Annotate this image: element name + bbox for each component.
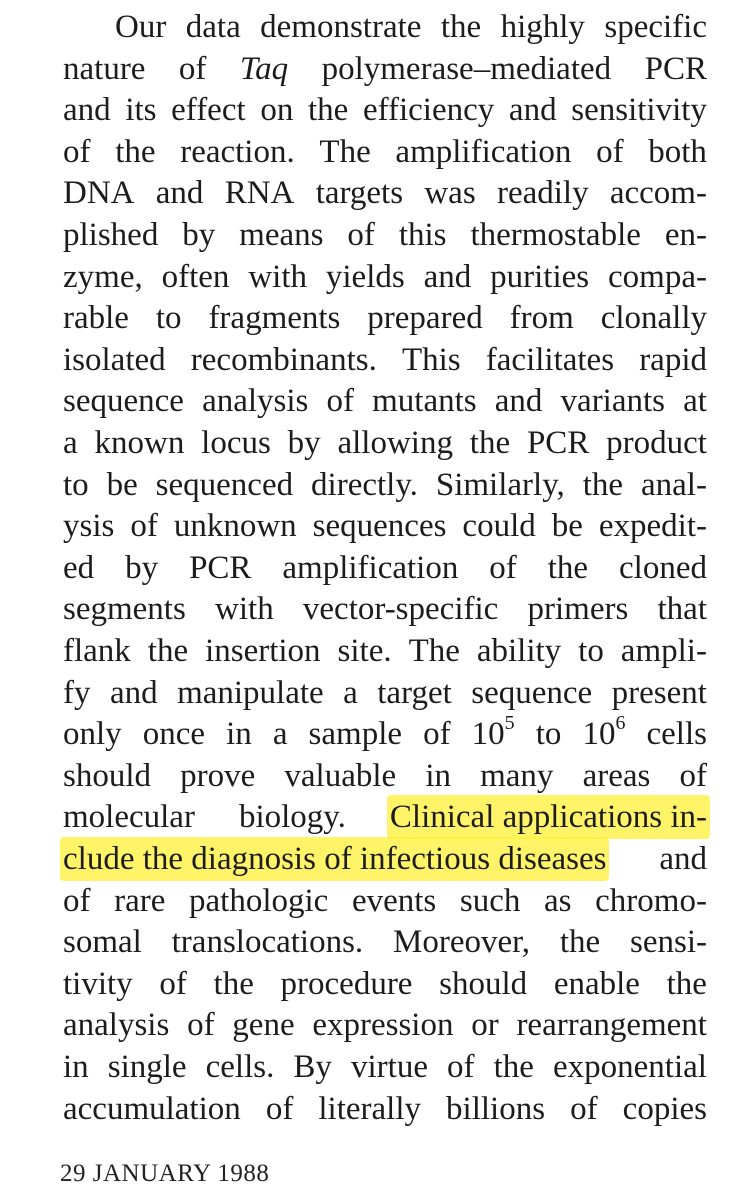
exponent: 5	[504, 712, 515, 735]
text-line	[63, 338, 707, 382]
word: the	[147, 633, 189, 669]
text-line	[63, 463, 707, 507]
word: to	[63, 466, 89, 503]
word: literally	[318, 1090, 421, 1127]
word: the	[582, 466, 624, 503]
word: demonstrate	[260, 9, 422, 45]
text-line	[63, 255, 707, 299]
text-line	[63, 296, 707, 340]
word: PCR	[526, 425, 590, 461]
word: molecular	[63, 799, 195, 836]
word: of	[596, 133, 624, 170]
text-line	[63, 1003, 707, 1047]
word: the	[493, 1049, 534, 1085]
text-line	[63, 5, 707, 49]
word: means	[239, 217, 324, 253]
word: on	[260, 92, 294, 129]
word: of	[679, 757, 707, 794]
word: at	[683, 383, 707, 420]
word: pathologic	[189, 882, 329, 919]
word: areas	[582, 757, 651, 794]
word: mutants	[372, 383, 477, 420]
word: the	[440, 9, 482, 45]
word: somal	[63, 924, 142, 961]
word: segments	[63, 591, 186, 628]
word: a	[63, 425, 78, 461]
word: ed	[63, 549, 95, 586]
word: accumulation	[63, 1090, 241, 1127]
word: a	[272, 716, 288, 753]
text-line	[63, 504, 707, 548]
text-line	[63, 795, 707, 839]
word: could	[462, 508, 536, 545]
word: insertion	[205, 633, 321, 669]
word: and	[63, 92, 111, 129]
text-line	[63, 1045, 707, 1089]
word: isolated	[63, 341, 166, 378]
word: data	[185, 9, 241, 45]
word: to	[578, 633, 604, 669]
word: yields	[325, 258, 405, 295]
word: present	[611, 674, 707, 711]
word: rable	[63, 300, 129, 337]
word: only	[63, 716, 122, 753]
text-line	[63, 671, 707, 715]
word: RNA	[224, 175, 295, 212]
word: this	[398, 217, 447, 253]
word: locus	[201, 425, 271, 461]
word: site.	[337, 633, 392, 669]
word: the	[469, 425, 511, 461]
word: the	[666, 965, 707, 1002]
text-line	[63, 421, 707, 465]
word: should	[63, 757, 152, 794]
word: gene	[232, 1007, 295, 1044]
word: of	[447, 1049, 475, 1085]
word: be	[106, 466, 138, 503]
text-line	[63, 712, 707, 756]
word: DNA	[63, 175, 135, 212]
word: sequence	[63, 383, 184, 420]
word: of	[265, 1090, 294, 1127]
word: and	[155, 175, 204, 212]
word: sequences	[312, 508, 447, 545]
word: prove	[180, 757, 256, 794]
word: and	[494, 383, 543, 420]
word: tivity	[63, 965, 133, 1002]
word: rapid	[639, 341, 707, 378]
text-line	[63, 379, 707, 423]
word: by	[287, 425, 321, 461]
text-line	[63, 47, 707, 91]
word: with	[215, 591, 274, 628]
word: efficiency	[362, 92, 495, 129]
word: Moreover,	[393, 924, 531, 961]
word: biology.	[238, 799, 346, 836]
text-line	[63, 88, 707, 132]
word: ability	[476, 633, 562, 669]
word: events	[351, 882, 437, 919]
word: cells.	[205, 1049, 275, 1085]
word: such	[459, 882, 521, 919]
word: product	[606, 425, 707, 461]
word: amplification	[395, 133, 572, 170]
word: in	[226, 716, 252, 753]
highlighted-phrase: clude the diagnosis of infectious diseases	[60, 837, 609, 881]
word: single	[107, 1049, 187, 1085]
word: the	[213, 965, 254, 1002]
text-line	[63, 837, 707, 881]
word: and	[659, 841, 707, 877]
word: By	[293, 1049, 332, 1085]
word: sequence	[471, 674, 593, 711]
word: its	[125, 92, 157, 129]
word: plished	[63, 217, 159, 253]
word: and	[109, 674, 158, 711]
word: The	[319, 133, 371, 170]
word: expression	[312, 1007, 454, 1044]
word: or	[471, 1007, 499, 1044]
word: Similarly,	[435, 466, 565, 503]
word: specific	[604, 9, 707, 45]
word: known	[94, 425, 185, 461]
word: of	[423, 716, 451, 753]
text-line	[63, 920, 707, 964]
word: $10^5$	[471, 712, 515, 753]
word: prepared	[367, 300, 483, 337]
word: procedure	[280, 965, 413, 1002]
word: clonally	[600, 300, 707, 337]
word: Our	[115, 9, 167, 45]
text-line	[63, 171, 707, 215]
word: a	[343, 674, 358, 711]
text-line	[63, 879, 707, 923]
word: sample	[308, 716, 403, 753]
word: $10^6$	[582, 712, 626, 753]
page-footer-date: 29 JANUARY 1988	[60, 1160, 270, 1187]
word: flank	[63, 633, 131, 669]
word: analysis	[202, 383, 309, 420]
word: ampli-	[620, 633, 707, 669]
text-line	[63, 962, 707, 1006]
word: variants	[560, 383, 666, 420]
word: in	[425, 757, 451, 794]
word: zyme,	[63, 258, 143, 295]
word: cloned	[619, 549, 707, 586]
word: recombinants.	[190, 341, 377, 378]
word: the	[559, 924, 601, 961]
word: sequenced	[155, 466, 294, 503]
word: nature	[63, 50, 146, 87]
text-line	[63, 754, 707, 798]
word: sensitivity	[571, 92, 707, 129]
word: billions	[446, 1090, 546, 1127]
word: and	[423, 258, 472, 295]
word: amplification	[282, 549, 459, 586]
word: was	[424, 175, 476, 212]
word: target	[377, 674, 452, 711]
word: expedit-	[598, 508, 707, 545]
word: purities	[490, 258, 590, 295]
word: be	[551, 508, 583, 545]
word: with	[248, 258, 307, 295]
word: of	[570, 1090, 598, 1127]
word: compa-	[608, 258, 707, 295]
word: highly	[500, 9, 585, 45]
word: of	[326, 383, 355, 420]
word: copies	[622, 1090, 707, 1127]
word: fragments	[208, 300, 341, 337]
text-line	[63, 546, 707, 590]
word: directly.	[311, 466, 418, 503]
word: unknown	[173, 508, 297, 545]
word: rare	[114, 882, 166, 919]
word: accom-	[609, 175, 707, 212]
word: Taq	[239, 50, 289, 87]
word: This	[401, 341, 461, 378]
word: many	[480, 757, 554, 794]
word: from	[509, 300, 574, 337]
word: of	[159, 965, 187, 1002]
word: of	[130, 508, 158, 545]
exponent: 6	[615, 712, 626, 735]
word: in	[63, 1049, 89, 1085]
text-line	[63, 213, 707, 257]
word: ysis	[63, 508, 115, 545]
word: readily	[496, 175, 589, 212]
word: of	[178, 50, 207, 87]
word: as	[544, 882, 572, 919]
word: enable	[553, 965, 640, 1002]
word: primers	[527, 591, 629, 628]
highlighted-phrase: Clinical applications in-	[387, 795, 710, 839]
word: en-	[664, 217, 707, 253]
word: that	[657, 591, 707, 628]
word: often	[161, 258, 230, 295]
word: manipulate	[177, 674, 324, 711]
text-line	[63, 587, 707, 631]
text-line	[63, 629, 707, 673]
word: PCR	[189, 549, 252, 586]
word: reaction.	[180, 133, 295, 170]
word: fy	[63, 674, 91, 711]
text-line	[63, 1087, 707, 1131]
word: to	[535, 716, 562, 753]
word: both	[648, 133, 707, 170]
word: thermostable	[470, 217, 641, 253]
word: translocations.	[171, 924, 364, 961]
word: virtue	[351, 1049, 428, 1085]
word: valuable	[284, 757, 397, 794]
word: by	[125, 549, 159, 586]
word: the	[307, 92, 349, 129]
word: the	[115, 133, 156, 170]
word: of	[187, 1007, 215, 1044]
word: facilitates	[485, 341, 615, 378]
word: once	[142, 716, 206, 753]
word: the	[547, 549, 589, 586]
word: allowing	[337, 425, 453, 461]
word: should	[439, 965, 528, 1002]
word: polymerase–mediated	[321, 50, 612, 87]
word: PCR	[644, 50, 707, 87]
word: exponential	[553, 1049, 707, 1085]
word: of	[347, 217, 375, 253]
word: of	[489, 549, 517, 586]
word: to	[155, 300, 182, 337]
word: of	[63, 133, 91, 170]
word: vector-specific	[302, 591, 499, 628]
word: analysis	[63, 1007, 170, 1044]
word: The	[408, 633, 460, 669]
word: by	[182, 217, 216, 253]
word: of	[63, 882, 91, 919]
word: anal-	[640, 466, 707, 503]
word: effect	[171, 92, 246, 129]
word: cells	[646, 716, 707, 753]
word: rearrangement	[516, 1007, 707, 1044]
word: chromo-	[595, 882, 707, 919]
text-line	[63, 130, 707, 174]
word: and	[508, 92, 557, 129]
word: targets	[315, 175, 404, 212]
word: sensi-	[630, 924, 707, 961]
